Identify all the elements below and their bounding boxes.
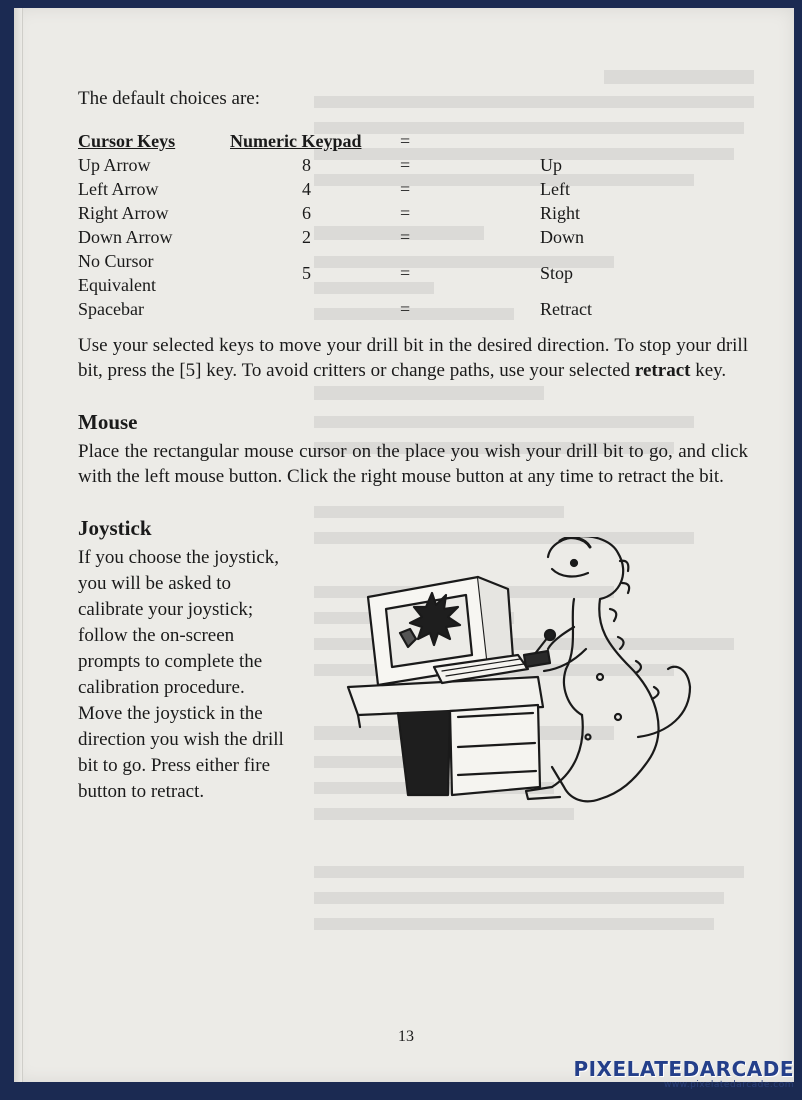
- equals-cell: =: [400, 227, 411, 247]
- action-cell: Retract: [540, 299, 592, 319]
- cursor-key-cell: Right Arrow: [78, 203, 169, 223]
- key-mapping-table: [78, 129, 740, 321]
- joystick-line: prompts to complete the: [78, 651, 263, 672]
- table-row: [78, 297, 740, 321]
- watermark-url: www.pixelatedarcade.com: [663, 1080, 794, 1090]
- table-row: [78, 177, 740, 201]
- action-cell: Left: [540, 179, 570, 199]
- joystick-line: button to retract.: [78, 781, 205, 802]
- watermark-logo: PIXELATEDARCADE: [573, 1057, 794, 1081]
- header-action: [540, 129, 740, 153]
- action-cell: Right: [540, 203, 581, 223]
- equals-cell: =: [400, 203, 411, 223]
- page-binding: [14, 8, 23, 1082]
- action-cell: Down: [540, 227, 584, 247]
- joystick-line: calibration procedure.: [78, 677, 245, 698]
- cursor-key-cell: Left Arrow: [78, 179, 159, 199]
- intro-text: The default choices are:: [78, 88, 260, 109]
- cursor-key-cell: Spacebar: [78, 299, 144, 319]
- keypad-cell: 2: [302, 227, 311, 247]
- table-header-row: [78, 129, 740, 153]
- keypad-cell: 5: [302, 263, 311, 283]
- header-numeric-keypad: Numeric Keypad: [230, 131, 362, 151]
- joystick-line: calibrate your joystick;: [78, 599, 254, 620]
- cursor-key-cell: Up Arrow: [78, 155, 151, 175]
- dinosaur-computer-illustration: [338, 537, 758, 837]
- header-cursor-keys: Cursor Keys: [78, 131, 176, 151]
- joystick-instructions: [78, 545, 348, 805]
- retract-emphasis: retract: [634, 360, 691, 381]
- table-row: [78, 201, 740, 225]
- keypad-cell: 8: [302, 155, 311, 175]
- cursor-key-cell: Down Arrow: [78, 227, 173, 247]
- page-content: [78, 86, 748, 805]
- header-equals: =: [400, 131, 411, 151]
- joystick-line: follow the on-screen: [78, 625, 235, 646]
- keypad-cell: [230, 297, 400, 321]
- joystick-line: bit to go. Press either fire: [78, 755, 271, 776]
- action-cell: Up: [540, 155, 562, 175]
- manual-page: [14, 8, 794, 1082]
- equals-cell: =: [400, 179, 411, 199]
- mouse-heading: Mouse: [78, 410, 138, 434]
- action-cell: Stop: [540, 263, 574, 283]
- equals-cell: =: [400, 299, 411, 319]
- table-row: [78, 153, 740, 177]
- keys-instructions-after: key.: [690, 360, 727, 381]
- joystick-line: direction you wish the drill: [78, 729, 284, 750]
- site-watermark: [573, 1058, 794, 1090]
- mouse-instructions: Place the rectangular mouse cursor on the place you wish your drill bit to go, and click with the left mouse button. Click the right mouse button at any time to retract the bit.: [78, 441, 748, 487]
- table-row: [78, 225, 740, 249]
- joystick-section: [78, 545, 748, 805]
- equals-cell: =: [400, 263, 411, 283]
- keypad-cell: 4: [302, 179, 311, 199]
- joystick-line: If you choose the joystick,: [78, 547, 280, 568]
- joystick-line: Move the joystick in the: [78, 703, 263, 724]
- keys-instructions-before: Use your selected keys to move your drill bit in the desired direction. To stop your drill bit, press the [5] key. To avoid critters or change paths, use your selected: [78, 335, 748, 381]
- equals-cell: =: [400, 155, 411, 175]
- keypad-cell: 6: [302, 203, 311, 223]
- joystick-heading: Joystick: [78, 516, 152, 540]
- page-number: 13: [398, 1028, 414, 1045]
- cursor-key-cell: No Cursor Equivalent: [78, 251, 156, 295]
- table-row: [78, 249, 740, 297]
- keys-instructions: [78, 333, 748, 383]
- joystick-line: you will be asked to: [78, 573, 232, 594]
